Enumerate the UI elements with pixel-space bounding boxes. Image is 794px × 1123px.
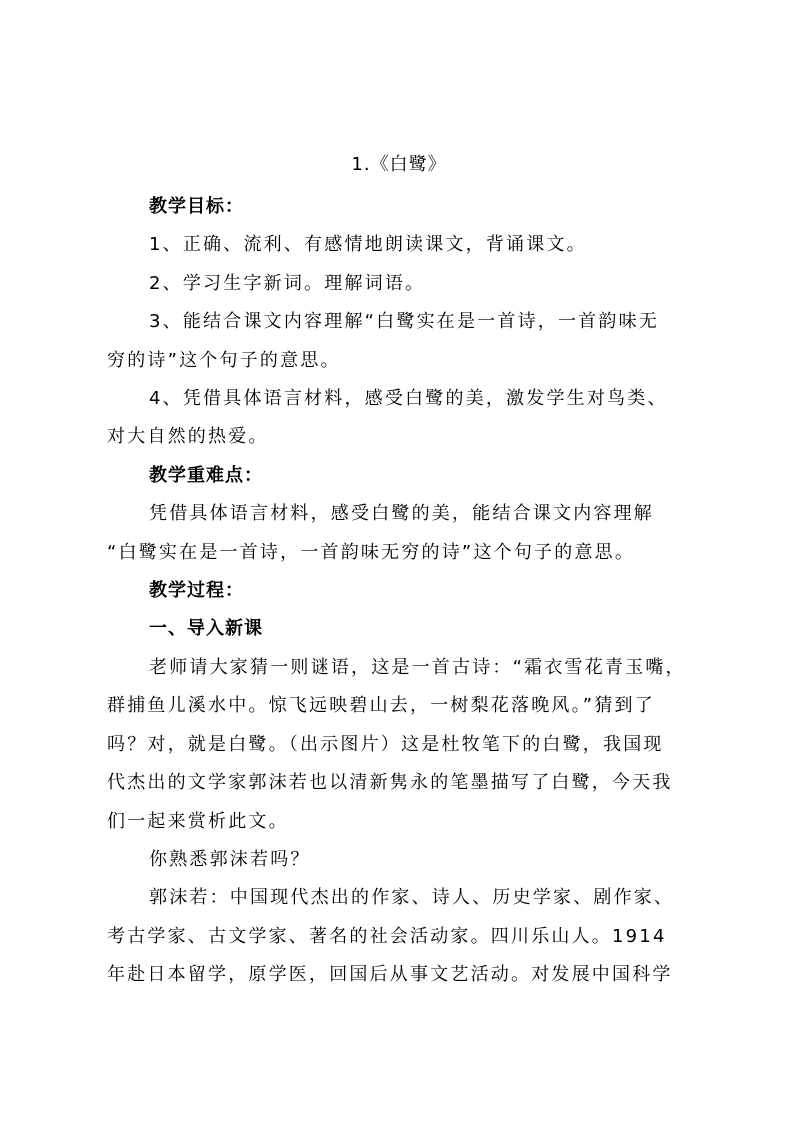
question-line: 你熟悉郭沫若吗？: [149, 848, 311, 870]
author-bio-line-3: 年赴日本留学，原学医，回国后从事文艺活动。对发展中国科学: [107, 964, 673, 986]
section-heading-objectives: 教学目标：: [149, 196, 244, 217]
author-bio-line-2: 考古学家、古文学家、著名的社会活动家。四川乐山人。1914: [107, 925, 667, 947]
intro-paragraph-line-4: 代杰出的文学家郭沫若也以清新隽永的笔墨描写了白鹭，今天我: [107, 772, 673, 794]
intro-paragraph-line-2: 群捕鱼儿溪水中。惊飞远映碧山去，一树梨花落晚风。”猜到了: [107, 695, 655, 717]
objective-item-4-line-2: 对大自然的热爱。: [107, 426, 269, 448]
intro-paragraph-line-3: 吗？对，就是白鹭。（出示图片）这是杜牧笔下的白鹭，我国现: [107, 733, 664, 755]
page-title: 1.《白鹭》: [351, 154, 447, 175]
objective-item-3-line-1: 3、能结合课文内容理解“白鹭实在是一首诗，一首韵味无: [149, 311, 659, 333]
objective-item-3-line-2: 穷的诗”这个句子的意思。: [107, 349, 341, 371]
author-bio-line-1: 郭沫若：中国现代杰出的作家、诗人、历史学家、剧作家、: [149, 887, 675, 909]
subsection-heading-intro: 一、导入新课: [149, 618, 263, 640]
objective-item-4-line-1: 4、凭借具体语言材料，感受白鹭的美，激发学生对鸟类、: [149, 388, 668, 410]
document-page: [107, 150, 691, 995]
intro-paragraph-line-5: 们一起来赏析此文。: [107, 810, 289, 832]
intro-paragraph-line-1: 老师请大家猜一则谜语，这是一首古诗：“霜衣雪花青玉嘴，: [149, 656, 686, 678]
objective-item-1: 1、正确、流利、有感情地朗读课文，背诵课文。: [149, 234, 587, 256]
section-heading-process: 教学过程：: [149, 580, 244, 602]
objective-item-2: 2、学习生字新词。理解词语。: [149, 272, 426, 294]
key-points-line-2: “白鹭实在是一首诗，一首韵味无穷的诗”这个句子的意思。: [107, 541, 636, 563]
section-heading-key-points: 教学重难点：: [149, 464, 263, 486]
key-points-line-1: 凭借具体语言材料，感受白鹭的美，能结合课文内容理解: [149, 503, 654, 525]
